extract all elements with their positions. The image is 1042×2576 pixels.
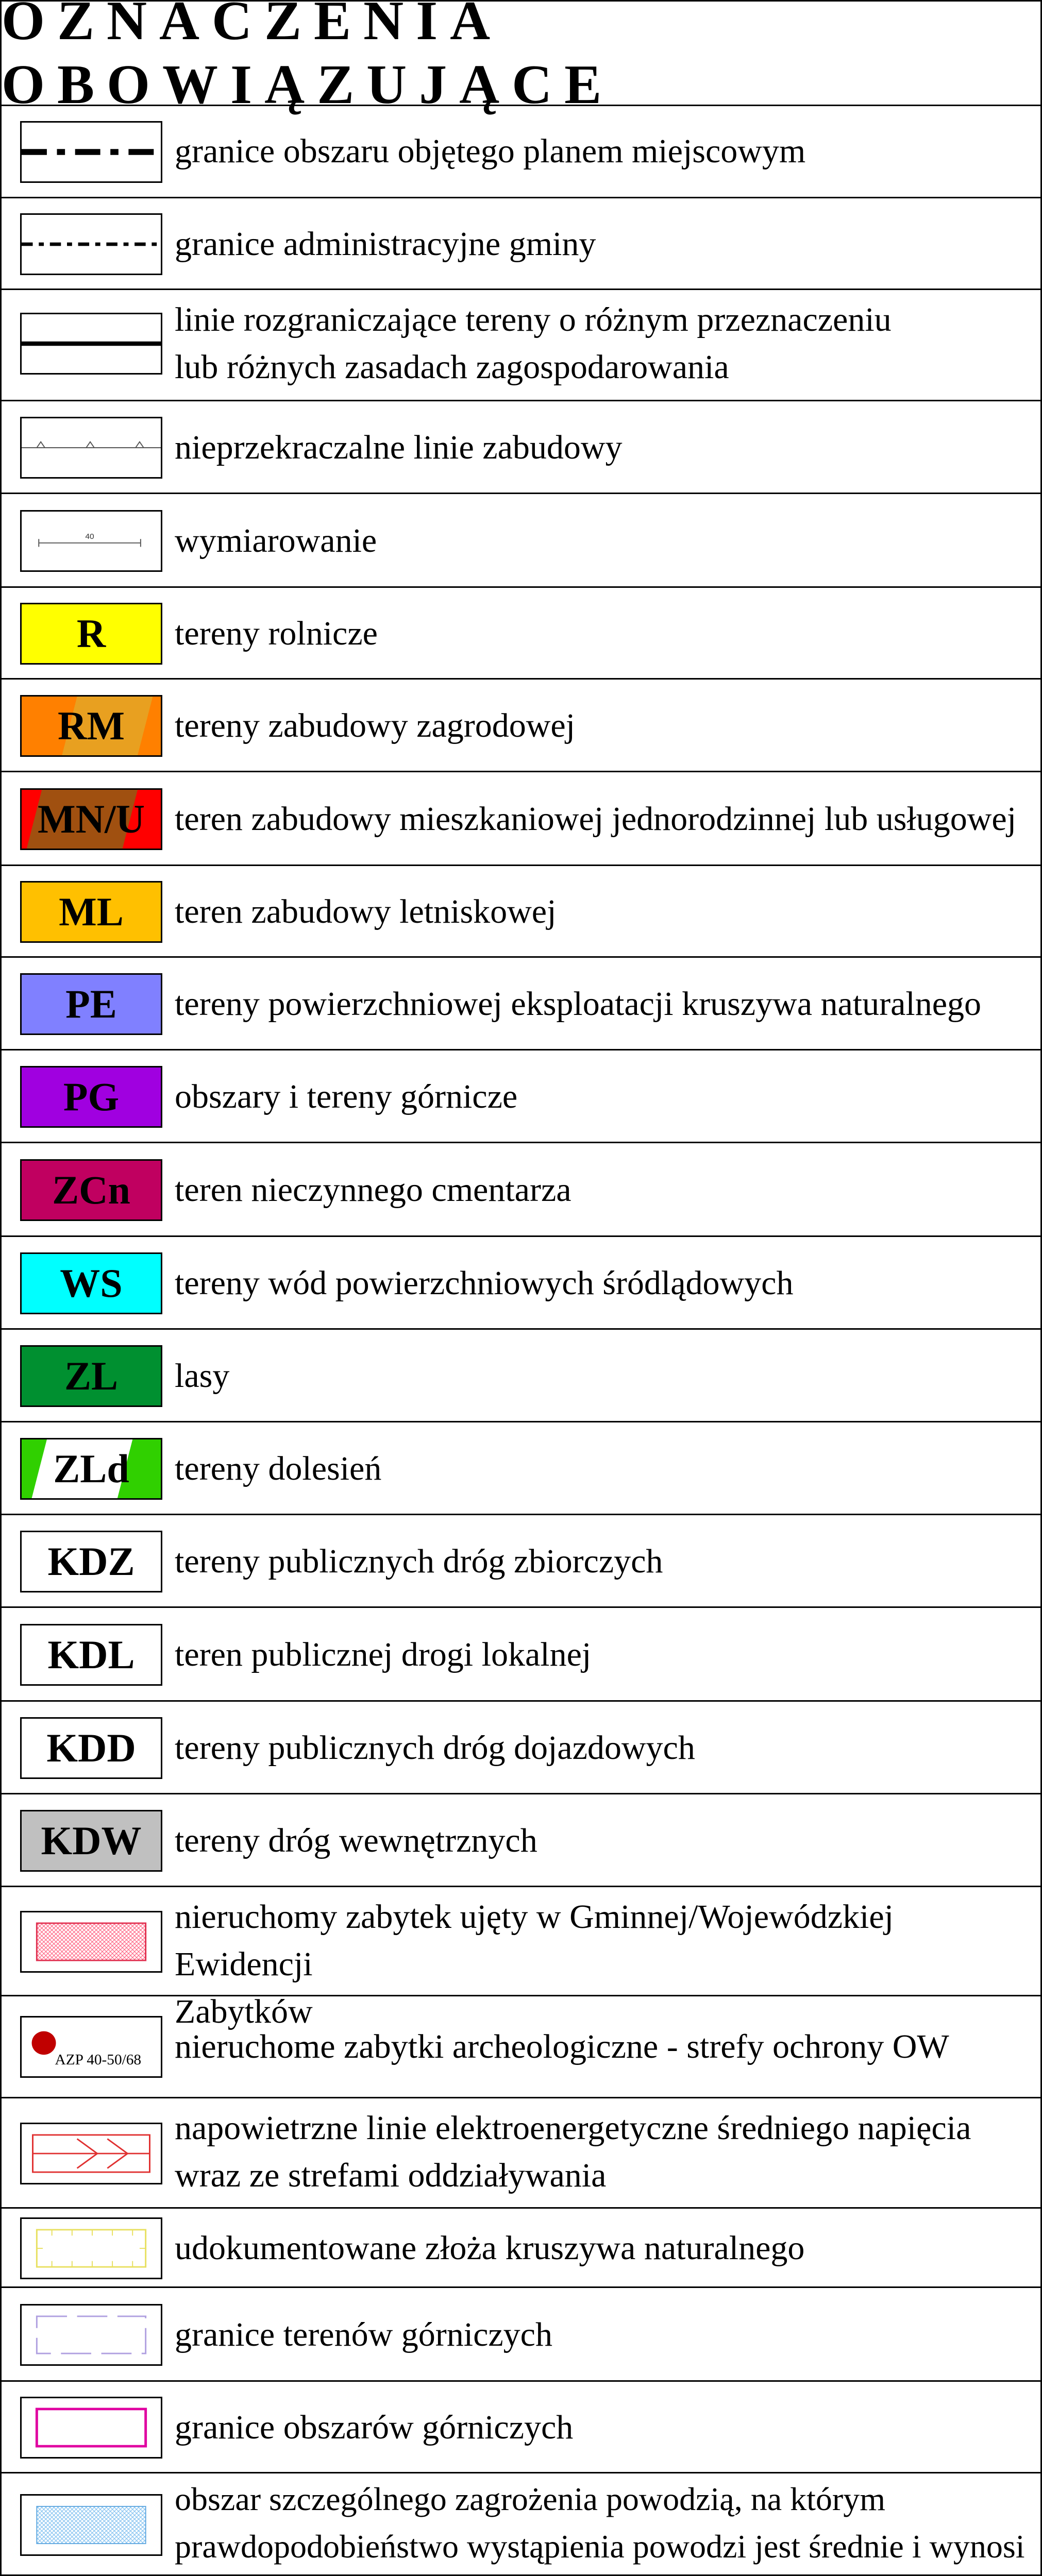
legend-desc: lasy bbox=[175, 1357, 230, 1395]
zone-swatch-R bbox=[20, 603, 162, 665]
demarcation-line-symbol bbox=[20, 313, 162, 375]
admin-boundary-symbol bbox=[20, 213, 162, 275]
legend-desc: napowietrzne linie elektroenergetyczne średniego napięcia wraz ze strefami oddziaływania bbox=[175, 2109, 971, 2194]
zone-swatch-ZLd bbox=[20, 1438, 162, 1500]
legend-desc: granice terenów górniczych bbox=[175, 2316, 552, 2353]
legend-row-mining-terrain bbox=[2, 2288, 1040, 2382]
archaeology-site-label: AZP 40-50/68 bbox=[55, 2052, 142, 2069]
aggregate-deposit-symbol bbox=[20, 2217, 162, 2279]
mining-area-symbol bbox=[20, 2397, 162, 2459]
legend-row-ZL bbox=[2, 1330, 1040, 1422]
archaeology-symbol bbox=[20, 2016, 162, 2078]
legend-desc: tereny zabudowy zagrodowej bbox=[175, 707, 576, 744]
legend-desc: granice obszarów górniczych bbox=[175, 2409, 574, 2446]
legend-row-admin-boundary bbox=[2, 198, 1040, 290]
zone-code: KDZ bbox=[47, 1539, 135, 1584]
legend-row-power-lines bbox=[2, 2098, 1040, 2209]
legend-row-heritage-monument bbox=[2, 1887, 1040, 2030]
zone-code: ZL bbox=[64, 1353, 119, 1398]
legend-row-PE bbox=[2, 958, 1040, 1050]
legend-desc: nieruchome zabytki archeologiczne - strefy ochrony OW bbox=[175, 2028, 949, 2065]
zone-code: KDD bbox=[46, 1725, 136, 1770]
legend-row-PG bbox=[2, 1050, 1040, 1143]
legend-desc: nieruchomy zabytek ujęty w Gminnej/Wojewódzkiej Ewidencji Zabytków bbox=[175, 1898, 894, 2030]
zone-swatch-KDD bbox=[20, 1717, 162, 1779]
zone-swatch-MNU bbox=[20, 788, 162, 850]
legend-row-ZLd bbox=[2, 1422, 1040, 1515]
power-line-symbol bbox=[20, 2123, 162, 2184]
legend-desc: tereny dolesień bbox=[175, 1450, 382, 1487]
building-line-symbol bbox=[20, 417, 162, 479]
legend-desc: granice administracyjne gminy bbox=[175, 225, 596, 263]
legend-row-WS bbox=[2, 1237, 1040, 1330]
zone-code: PE bbox=[65, 981, 117, 1026]
legend-row-mining-area bbox=[2, 2382, 1040, 2473]
legend-desc: teren zabudowy letniskowej bbox=[175, 893, 557, 930]
legend-desc: teren nieczynnego cmentarza bbox=[175, 1171, 572, 1209]
zone-code: WS bbox=[60, 1261, 123, 1306]
legend-desc: wymiarowanie bbox=[175, 522, 377, 560]
legend-row-KDD bbox=[2, 1702, 1040, 1794]
zone-code: R bbox=[76, 611, 106, 656]
legend-desc: teren publicznej drogi lokalnej bbox=[175, 1636, 592, 1673]
legend-desc: tereny publicznych dróg zbiorczych bbox=[175, 1543, 663, 1580]
legend-row-RM bbox=[2, 680, 1040, 772]
zone-code: KDW bbox=[41, 1818, 142, 1863]
legend-desc: tereny dróg wewnętrznych bbox=[175, 1822, 537, 1859]
legend-desc: teren zabudowy mieszkaniowej jednorodzinnej lub usługowej bbox=[175, 800, 1017, 838]
zone-swatch-KDW bbox=[20, 1810, 162, 1872]
legend-desc: tereny wód powierzchniowych śródlądowych bbox=[175, 1264, 794, 1302]
zone-swatch-PE bbox=[20, 973, 162, 1035]
legend-row-archaeological bbox=[2, 1996, 1040, 2098]
flood-hazard-symbol bbox=[20, 2494, 162, 2556]
legend-row-flood-hazard bbox=[2, 2473, 1040, 2576]
zone-code: KDL bbox=[47, 1632, 135, 1677]
legend-desc: tereny rolnicze bbox=[175, 615, 378, 652]
mining-terrain-symbol bbox=[20, 2304, 162, 2366]
legend-row-plan-boundary bbox=[2, 105, 1040, 198]
legend-desc: nieprzekraczalne linie zabudowy bbox=[175, 429, 623, 466]
zone-swatch-WS bbox=[20, 1252, 162, 1314]
legend-row-aggregate-deposits bbox=[2, 2209, 1040, 2288]
dimension-label: 40 bbox=[85, 532, 94, 541]
zone-swatch-ML bbox=[20, 881, 162, 943]
legend-row-dimensioning bbox=[2, 494, 1040, 588]
zone-code: MN/U bbox=[38, 796, 145, 841]
legend-desc: tereny powierzchniowej eksploatacji kruszywa naturalnego bbox=[175, 985, 982, 1023]
zone-code: PG bbox=[63, 1074, 120, 1119]
legend-row-ML bbox=[2, 866, 1040, 958]
zone-swatch-RM bbox=[20, 695, 162, 757]
legend-row-KDZ bbox=[2, 1515, 1040, 1608]
zone-swatch-KDZ bbox=[20, 1531, 162, 1592]
legend-desc: udokumentowane złoża kruszywa naturalnego bbox=[175, 2229, 805, 2267]
legend-row-MNU bbox=[2, 772, 1040, 866]
zone-swatch-ZL bbox=[20, 1345, 162, 1407]
legend-row-KDL bbox=[2, 1608, 1040, 1702]
legend-desc: granice obszaru objętego planem miejscowym bbox=[175, 132, 806, 170]
dimension-symbol bbox=[20, 510, 162, 572]
zone-swatch-PG bbox=[20, 1066, 162, 1128]
legend-desc: tereny publicznych dróg dojazdowych bbox=[175, 1729, 695, 1767]
zone-code: RM bbox=[58, 703, 125, 748]
legend-row-building-lines bbox=[2, 401, 1040, 494]
legend-row-KDW bbox=[2, 1794, 1040, 1887]
legend-row-demarcation-lines bbox=[2, 290, 1040, 401]
zone-code: ZCn bbox=[52, 1167, 130, 1212]
legend-desc: linie rozgraniczające tereny o różnym przeznaczeniu lub różnych zasadach zagospodarowania bbox=[175, 301, 892, 386]
plan-boundary-symbol bbox=[20, 121, 162, 183]
legend-row-ZCn bbox=[2, 1143, 1040, 1237]
legend-row-R bbox=[2, 588, 1040, 680]
legend-title: OZNACZENIA OBOWIĄZUJĄCE bbox=[2, 2, 1040, 106]
legend-desc: obszary i tereny górnicze bbox=[175, 1078, 518, 1115]
heritage-symbol bbox=[20, 1911, 162, 1973]
zone-code: ZLd bbox=[53, 1446, 129, 1491]
zone-code: ML bbox=[59, 889, 124, 934]
legend-desc: obszar szczególnego zagrożenia powodzią, na którym prawdopodobieństwo wystąpienia powodzi jest średnie i wynosi bbox=[175, 2481, 1025, 2565]
zone-swatch-KDL bbox=[20, 1624, 162, 1686]
zone-swatch-ZCn bbox=[20, 1159, 162, 1221]
